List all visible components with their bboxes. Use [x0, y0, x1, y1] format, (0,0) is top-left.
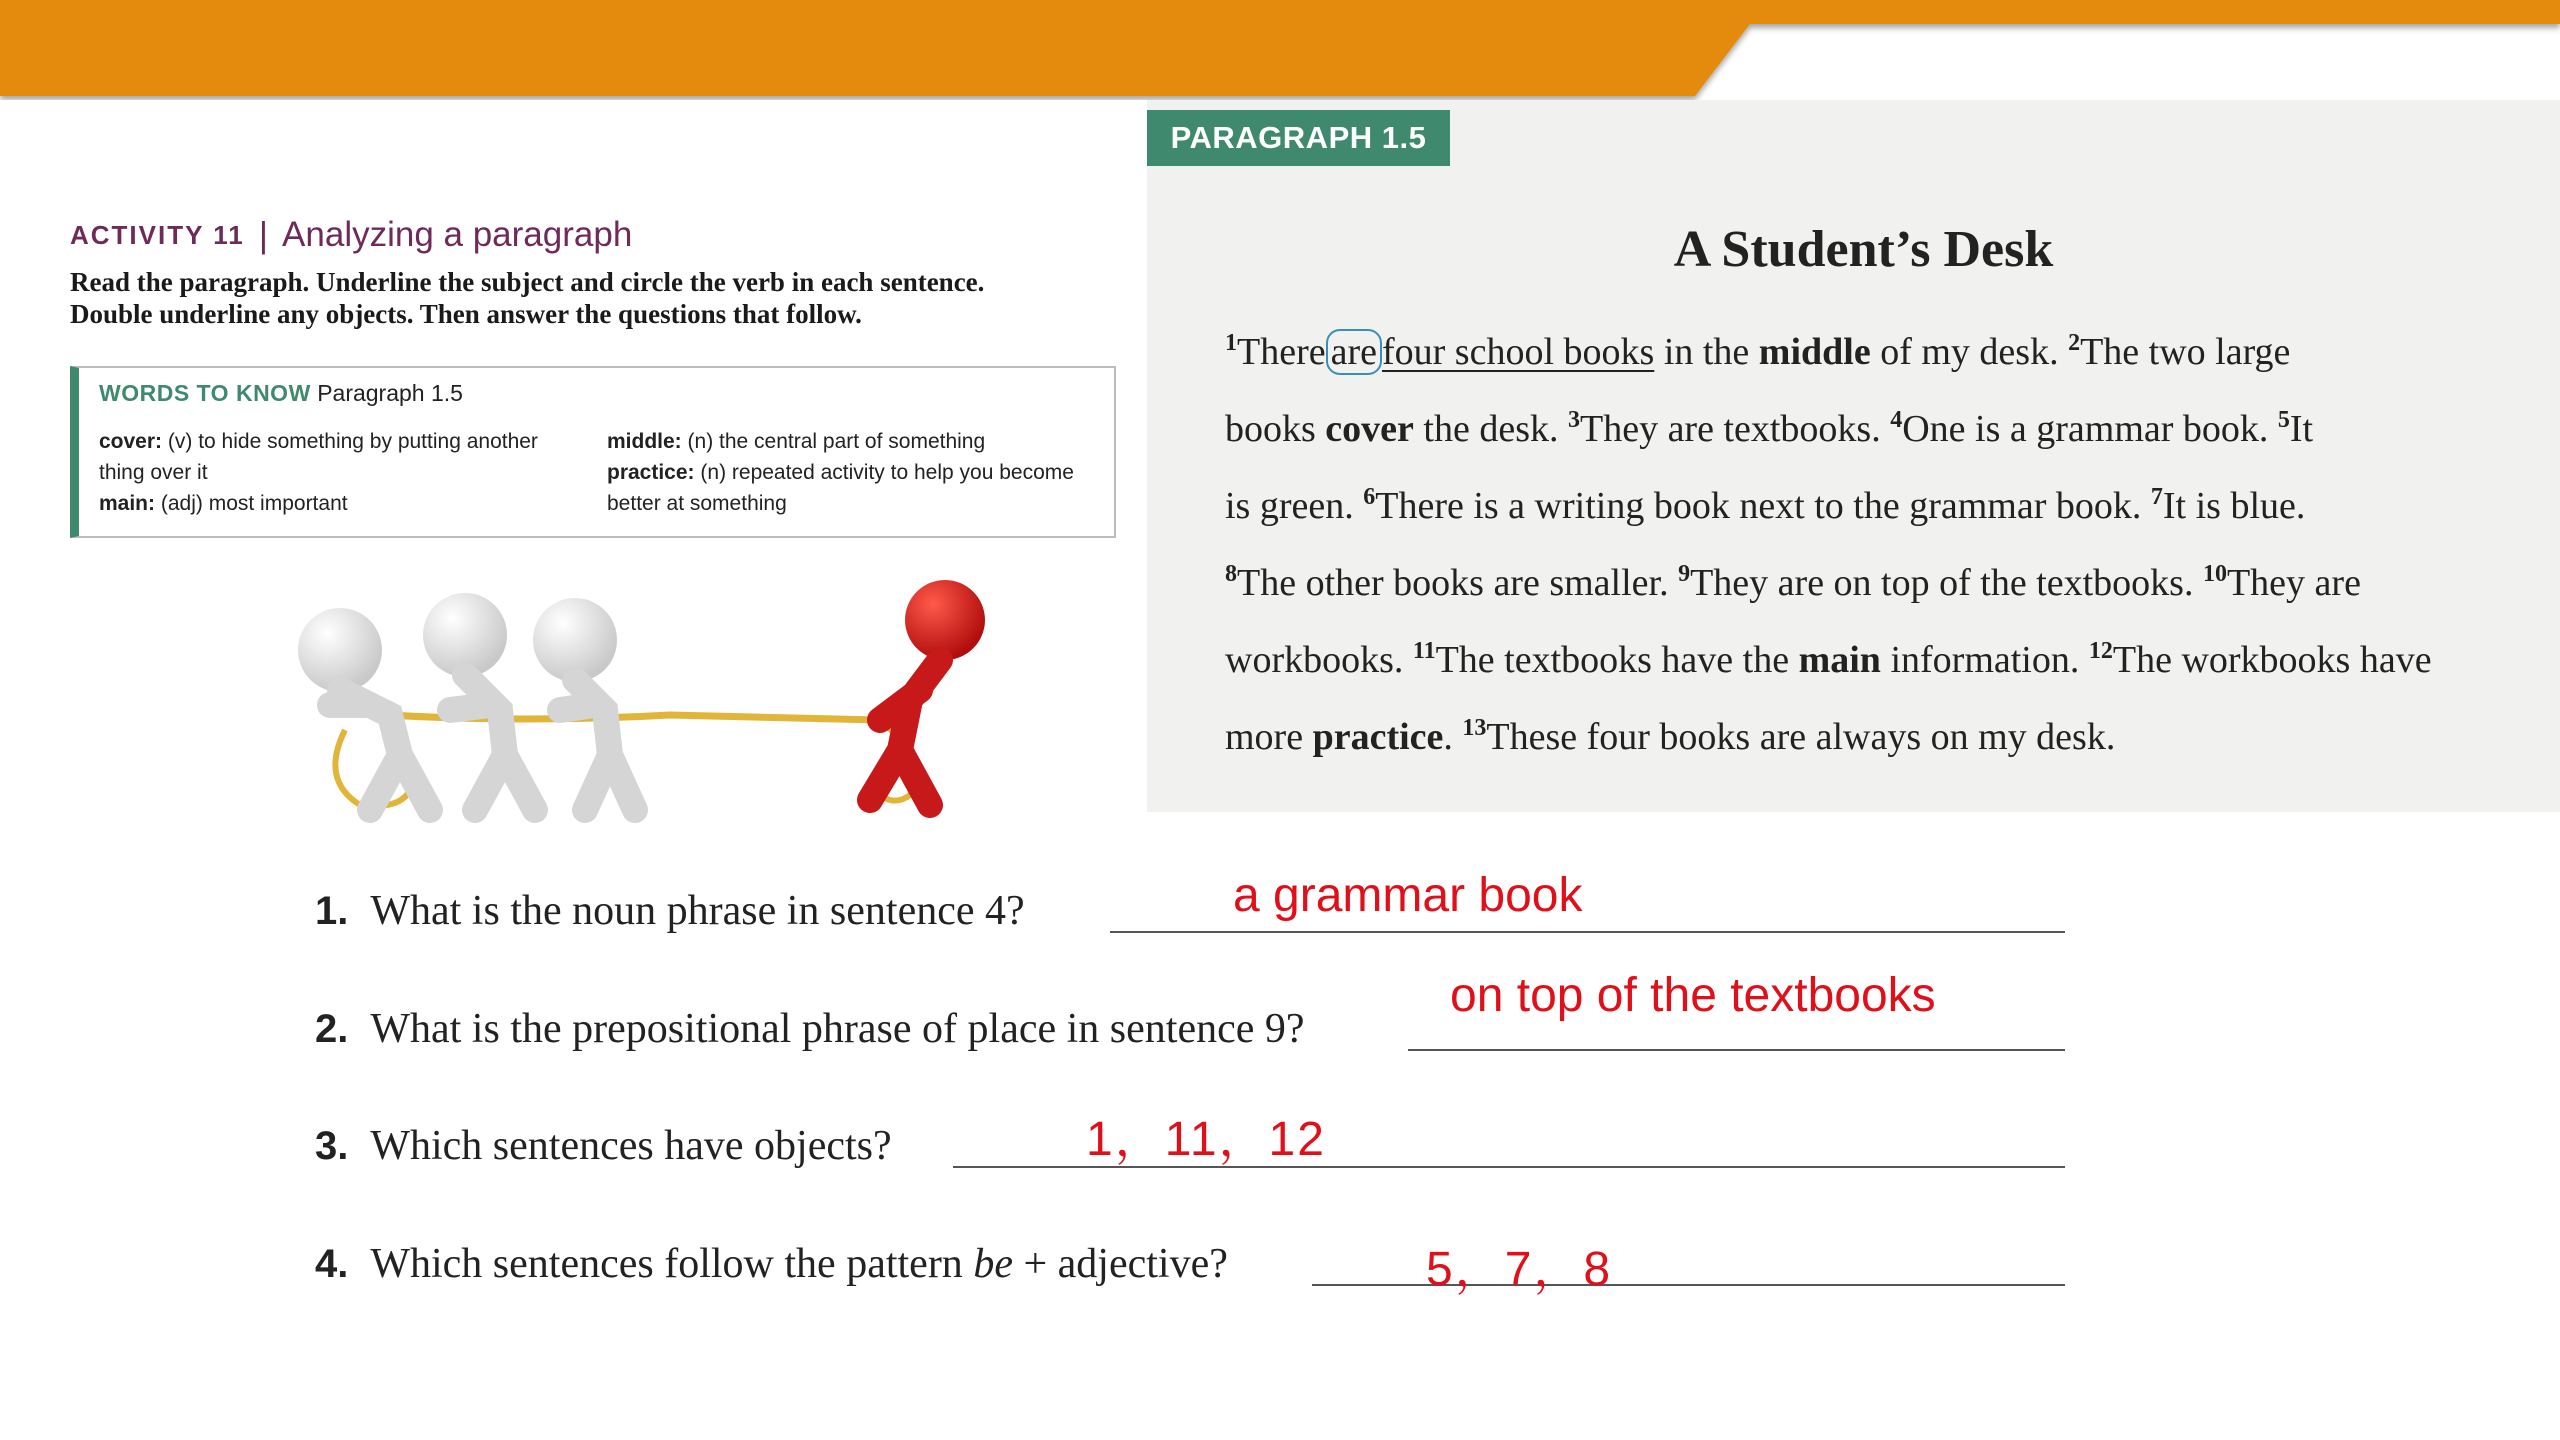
- activity-divider: |: [258, 214, 269, 255]
- paragraph-title: A Student’s Desk: [1673, 221, 2054, 278]
- definition-cover: cover: (v) to hide something by putting another thing over it: [99, 430, 538, 484]
- question-4: 4. Which sentences follow the pattern be + adjective?: [315, 1241, 1228, 1287]
- paragraph-line-5: workbooks. $^{11}$The textbooks have the main information. $^{12}$The workbooks have: [1225, 638, 2432, 681]
- answer-line-1[interactable]: [1110, 931, 2065, 933]
- question-3: 3. Which sentences have objects?: [315, 1123, 892, 1169]
- definition-middle: middle: (n) the central part of something: [607, 430, 986, 453]
- answer-1[interactable]: a grammar book: [1233, 869, 1583, 922]
- tug-of-war-icon: [290, 580, 1010, 840]
- question-3-text: Which sentences have objects?: [370, 1123, 892, 1169]
- question-2-text: What is the prepositional phrase of place in sentence 9?: [370, 1006, 1305, 1052]
- paragraph-line-4: $^8$The other books are smaller. $^9$They are on top of the textbooks. $^{10}$They are: [1225, 561, 2361, 604]
- answer-2[interactable]: on top of the textbooks: [1450, 969, 1936, 1022]
- answer-4[interactable]: 5，7，8: [1426, 1243, 1613, 1296]
- paragraph-line-3: is green. $^6$There is a writing book next to the grammar book. $^7$It is blue.: [1225, 484, 2306, 527]
- words-to-know-box: [70, 366, 1116, 538]
- words-to-know-left-column: [99, 426, 579, 519]
- question-1: 1. What is the noun phrase in sentence 4?: [315, 888, 1025, 934]
- answer-line-2[interactable]: [1408, 1049, 2065, 1051]
- question-2: 2. What is the prepositional phrase of place in sentence 9?: [315, 1006, 1305, 1052]
- activity-label: ACTIVITY 11: [70, 219, 245, 250]
- paragraph-line-2: books cover the desk. $^3$They are textbooks. $^4$One is a grammar book. $^5$It: [1225, 407, 2314, 450]
- words-to-know-heading: WORDS TO KNOW: [99, 380, 311, 406]
- definition-practice: practice: (n) repeated activity to help you become better at something: [607, 461, 1074, 515]
- answer-3[interactable]: 1，11，12: [1086, 1113, 1326, 1166]
- banner-shape: [0, 0, 2560, 96]
- definition-main: main: (adj) most important: [99, 492, 348, 515]
- words-to-know-right-column: [607, 426, 1117, 519]
- words-to-know-title: [99, 380, 463, 407]
- top-banner: [0, 0, 2560, 100]
- paragraph-line-6: more practice. $^{13}$These four books are always on my desk.: [1225, 715, 2116, 758]
- double-underlined-object: four school books: [1382, 331, 1655, 373]
- question-4-text: Which sentences follow the pattern be + adjective?: [370, 1241, 1228, 1287]
- activity-instructions: Read the paragraph. Underline the subject and circle the verb in each sentence. Double underline any objects. Then answer the questions that follow.: [70, 267, 985, 329]
- question-1-text: What is the noun phrase in sentence 4?: [370, 888, 1025, 934]
- words-to-know-subheading: Paragraph 1.5: [317, 380, 463, 406]
- answer-line-4[interactable]: [1312, 1284, 2065, 1286]
- activity-header: [70, 210, 632, 260]
- paragraph-panel: [1147, 100, 2560, 812]
- paragraph-line-1: $^1$There are four school books in the middle of my desk. $^2$The two large: [1225, 330, 2291, 373]
- activity-title: Analyzing a paragraph: [282, 215, 633, 254]
- circled-verb: are: [1326, 329, 1382, 375]
- paragraph-tag: PARAGRAPH 1.5: [1147, 110, 1450, 166]
